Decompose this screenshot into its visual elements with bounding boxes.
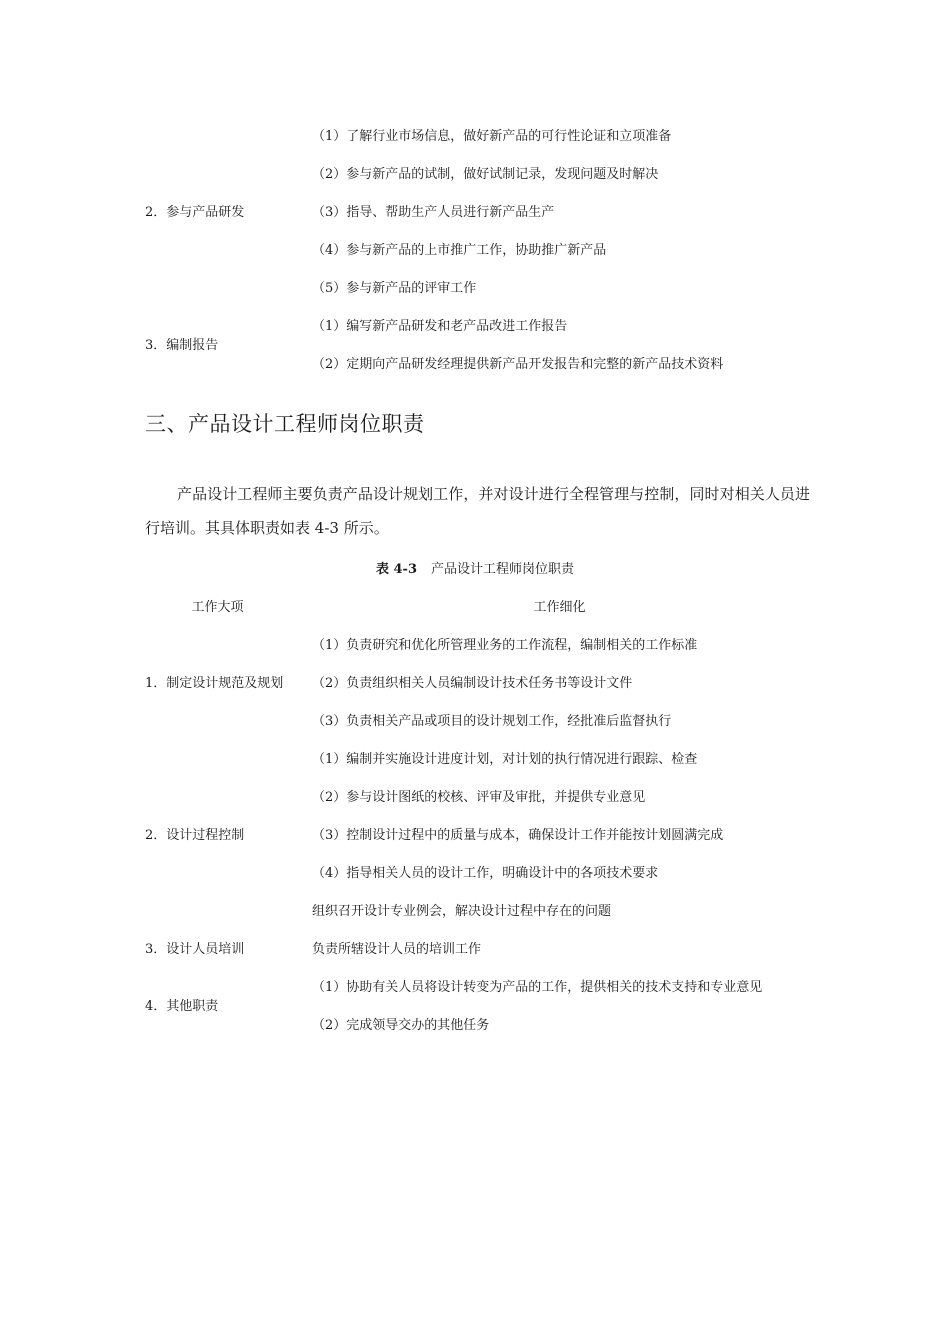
header-detail: 工作细化 — [533, 600, 586, 615]
detail-cell: （3）控制设计过程中的质量与成本，确保设计工作并能按计划圆满完成 — [312, 828, 724, 843]
table-row — [0, 862, 950, 886]
detail-cell: （1）了解行业市场信息，做好新产品的可行性论证和立项准备 — [312, 129, 672, 144]
detail-cell: 负责所辖设计人员的培训工作 — [312, 942, 482, 957]
detail-cell: （2）完成领导交办的其他任务 — [312, 1018, 490, 1033]
detail-cell: （1）编写新产品研发和老产品改进工作报告 — [312, 319, 568, 334]
table-row — [0, 710, 950, 734]
table-row — [0, 201, 950, 225]
table-row — [0, 748, 950, 772]
detail-cell: （1）负责研究和优化所管理业务的工作流程，编制相关的工作标准 — [312, 638, 698, 653]
table-row — [0, 672, 950, 696]
detail-cell: （3）指导、帮助生产人员进行新产品生产 — [312, 205, 555, 220]
table-row — [0, 353, 950, 377]
table-row — [0, 900, 950, 924]
table-row — [0, 824, 950, 848]
caption-number: 表 4-3 — [375, 562, 417, 577]
detail-cell: （3）负责相关产品或项目的设计规划工作，经批准后监督执行 — [312, 714, 672, 729]
detail-cell: （2）参与新产品的试制，做好试制记录，发现问题及时解决 — [312, 167, 659, 182]
detail-cell: （1）编制并实施设计进度计划，对计划的执行情况进行跟踪、检查 — [312, 752, 698, 767]
detail-cell: （2）负责组织相关人员编制设计技术任务书等设计文件 — [312, 676, 633, 691]
table-caption — [0, 558, 950, 582]
major-cell: 2．参与产品研发 — [145, 205, 245, 220]
intro-paragraph: 产品设计工程师主要负责产品设计规划工作，并对设计进行全程管理与控制，同时对相关人员进行培训。其具体职责如表 4-3 所示。 — [145, 485, 810, 537]
table-row — [0, 634, 950, 658]
major-cell: 2．设计过程控制 — [145, 828, 245, 843]
major-cell: 4．其他职责 — [145, 999, 219, 1014]
table-row — [0, 125, 950, 149]
table-row — [0, 277, 950, 301]
major-cell: 3．设计人员培训 — [145, 942, 245, 957]
detail-cell: （1）协助有关人员将设计转变为产品的工作，提供相关的技术支持和专业意见 — [312, 980, 763, 995]
table-row — [0, 163, 950, 187]
detail-cell: （5）参与新产品的评审工作 — [312, 281, 477, 296]
major-cell: 3．编制报告 — [145, 338, 219, 353]
table-row — [0, 1014, 950, 1038]
table-row — [0, 938, 950, 962]
section-heading: 三、产品设计工程师岗位职责 — [145, 412, 425, 436]
detail-cell: （2）参与设计图纸的校核、评审及审批，并提供专业意见 — [312, 790, 646, 805]
detail-cell: 组织召开设计专业例会，解决设计过程中存在的问题 — [312, 904, 612, 919]
caption-title: 产品设计工程师岗位职责 — [431, 562, 575, 577]
header-major: 工作大项 — [191, 600, 244, 615]
detail-cell: （4）指导相关人员的设计工作，明确设计中的各项技术要求 — [312, 866, 659, 881]
table-row — [0, 239, 950, 263]
detail-cell: （4）参与新产品的上市推广工作，协助推广新产品 — [312, 243, 607, 258]
major-cell: 1．制定设计规范及规划 — [145, 676, 284, 691]
detail-cell: （2）定期向产品研发经理提供新产品开发报告和完整的新产品技术资料 — [312, 357, 724, 372]
table-row — [0, 786, 950, 810]
